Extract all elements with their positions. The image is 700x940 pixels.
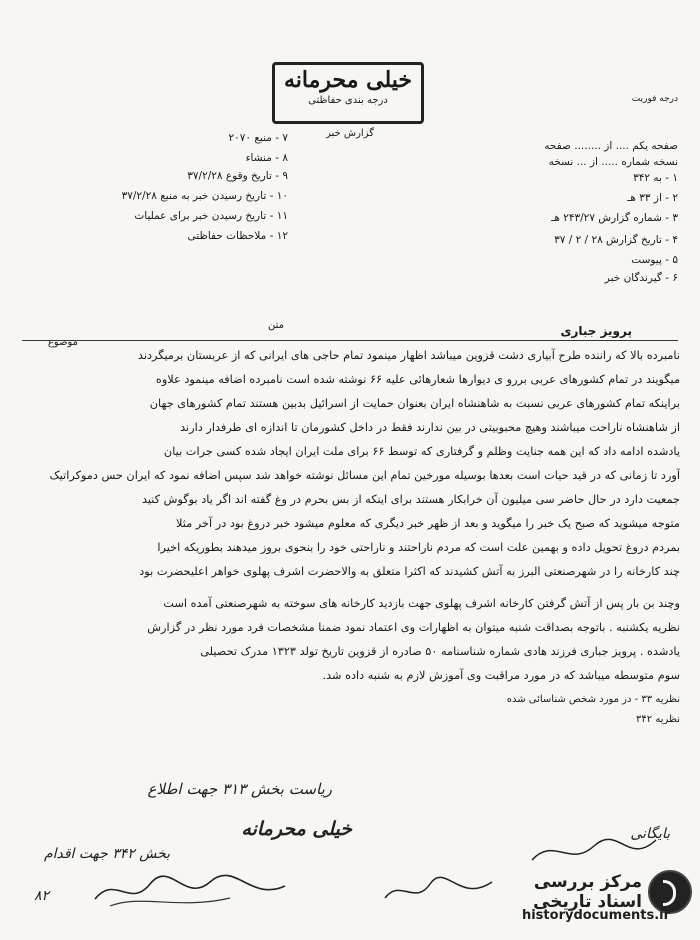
body-line: میگویند در تمام کشورهای عربی بررو ی دیوارها شعارهائی علیه ۶۶ نوشته شده است نامبرده اضافه مینمود علاوه — [155, 373, 680, 386]
field-from: ۲ - از ۳۳ هـ — [627, 192, 678, 204]
field-event-date: ۹ - تاریخ وقوع ۳۷/۲/۲۸ — [187, 170, 288, 182]
body-line: نامبرده بالا که راننده طرح آبیاری دشت قزوین میباشد اظهار مینمود تمام حاجی های ایرانی که از عربستان برمیگردند — [137, 349, 680, 362]
body-line: از شاهنشاه ناراحت میباشند وهیچ محبوبیتی در بین ندارند فقط در داخل کشورمان تا اندازه ای طرفدار دارند — [180, 421, 680, 434]
handwritten-note: بایگانی — [630, 826, 670, 842]
field-source-received-date: ۱۰ - تاریخ رسیدن خبر به منبع ۳۷/۲/۲۸ — [121, 190, 288, 202]
subject-label: موضوع — [47, 337, 78, 348]
body-line: یادشده ادامه داد که این همه جنایت وظلم و گرفتاری که توسط ۶۶ برای ملت ایران ایجاد شده کسی جرات بیان — [163, 445, 680, 458]
archive-watermark — [498, 864, 694, 934]
body-line: چند کارخانه را در شهرصنعتی البرز به آتش کشیدند که اکثرا متعلق به والاحضرت اشرف پهلوی خواهر اعلیحضرت بود — [139, 565, 680, 578]
body-line: جمعیت دارد در حال حاضر سی میلیون آن خرابکار هستند برای اینکه از بس بحرم در وغ گفته اند اگر یاد بوگوش کنید — [141, 493, 680, 506]
field-report-number: ۳ - شماره گزارش ۲۴۳/۲۷ هـ — [551, 212, 678, 224]
body-line: بمردم دروغ تحویل داده و بهمین علت است که مردم ناراحتند و ناراحتی خود را بنحوی بروز میدهند بطوریکه اخیرا — [157, 541, 680, 554]
body-line: وچند بن بار پس از آتش گرفتن کارخانه اشرف پهلوی جهت بازدید کارخانه های سوخته به شهرصنعتی آمده است — [163, 597, 680, 610]
body-line: متوجه میشوید که صبح یک خبر را میگوید و بعد از ظهر خبر دیگری که معلوم میشود خبر دروغ بود در آخر مثلا — [176, 517, 680, 530]
body-line: آورد تا زمانی که در قید حیات است بعدها بوسیله مورخین تمام این مسائل نوشته خواهد شد سپس اضافه نمود که ایران حس دموکراتیک — [49, 469, 680, 482]
field-source: ۷ - منبع ۲۰۷۰ — [228, 132, 288, 144]
field-operations-date: ۱۱ - تاریخ رسیدن خبر برای عملیات — [134, 210, 288, 222]
field-recipients: ۶ - گیرندگان خبر — [604, 272, 678, 284]
field-copy: نسخه شماره ..... از ... نسخه — [548, 156, 678, 168]
field-security-notes: ۱۲ - ملاحظات حفاظتی — [187, 230, 288, 242]
report-type-label: گزارش خبر — [326, 128, 374, 139]
handwritten-note: بخش ۳۴۲ جهت اقدام — [43, 846, 170, 862]
field-origin: ۸ - منشاء — [245, 152, 288, 164]
signature-scribble — [380, 870, 500, 910]
classification-stamp — [272, 62, 424, 124]
body-line: نظریه ۳۴۲ — [636, 714, 680, 725]
handwritten-number: ۸۲ — [34, 888, 50, 904]
handwritten-note: ریاست بخش ۳۱۳ جهت اطلاع — [147, 780, 332, 798]
body-line: سوم متوسطه میباشد که در مورد مراقبت وی آموزش لازم به شنبه داده شد. — [322, 669, 680, 682]
classification-text: خیلی محرمانه — [283, 67, 413, 93]
subject-divider — [22, 340, 678, 341]
text-label: متن — [268, 320, 284, 331]
field-attachment: ۵ - پیوست — [631, 254, 678, 266]
body-line: براینکه تمام کشورهای عربی نسبت به شاهنشاه ایران بعنوان حمایت از اسرائیل بدبین هستند تمام کشورهای جهان — [149, 397, 680, 410]
archive-url: historydocuments.ir — [521, 908, 671, 923]
archive-name: مرکز بررسی اسناد تاریخی — [533, 872, 642, 912]
field-page: صفحه یکم .... از ........ صفحه — [544, 140, 678, 152]
signature-scribble — [90, 864, 290, 914]
classification-subtitle: درجه بندی حفاظتی — [308, 95, 388, 106]
subject-value: پرویز جباری — [560, 324, 632, 338]
body-line: نظریه ۳۳ - در مورد شخص شناسائی شده — [506, 694, 680, 705]
handwritten-classification: خیلی محرمانه — [241, 818, 352, 840]
field-to: ۱ - به ۳۴۲ — [633, 172, 678, 184]
urgency-label: درجه فوریت — [631, 94, 678, 104]
body-line: یادشده . پرویز جباری فرزند هادی شماره شناسنامه ۵۰ صادره از قزوین تاریخ تولد ۱۳۲۳ مدرک تحصیلی — [200, 645, 680, 658]
body-line: نظریه یکشنبه . باتوجه بصداقت شنبه میتوان به اظهارات وی اعتماد نمود ضمنا مشخصات فرد مورد نظر در گزارش — [147, 621, 680, 634]
field-report-date: ۴ - تاریخ گزارش ۲۸ / ۲ / ۳۷ — [554, 234, 678, 246]
